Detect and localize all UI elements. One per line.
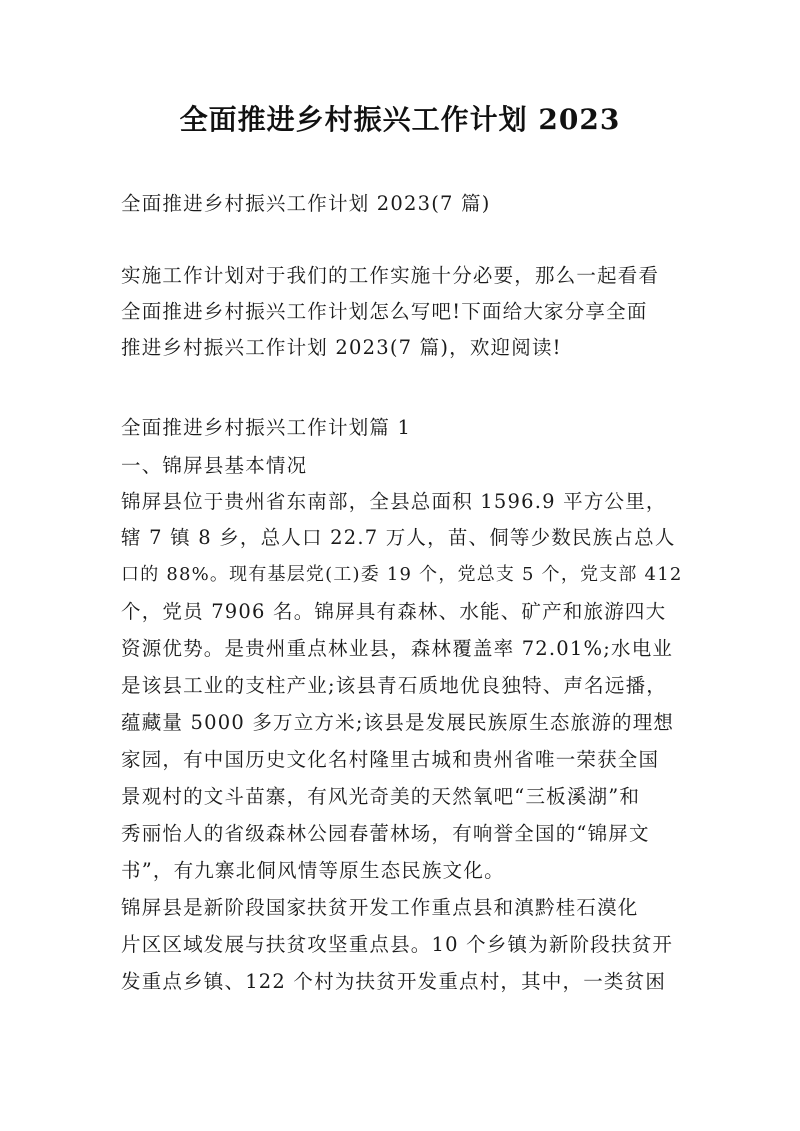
document-title: 全面推进乡村振兴工作计划 2023 (179, 103, 621, 136)
section-heading: 一、锦屏县基本情况 (121, 454, 308, 477)
body-line-6: 是该县工业的支柱产业;该县青石质地优良独特、声名远播， (121, 674, 667, 697)
document-subtitle: 全面推进乡村振兴工作计划 2023(7 篇) (121, 192, 491, 215)
intro-line-3: 推进乡村振兴工作计划 2023(7 篇)，欢迎阅读! (121, 336, 562, 359)
body-line-2: 辖 7 镇 8 乡，总人口 22.7 万人，苗、侗等少数民族占总人 (121, 526, 676, 549)
body-line-9: 景观村的文斗苗寨，有风光奇美的天然氧吧“三板溪湖”和 (121, 785, 641, 808)
body-line-11: 书”，有九寨北侗风情等原生态民族文化。 (121, 859, 505, 882)
body-line-12: 锦屏县是新阶段国家扶贫开发工作重点县和滇黔桂石漠化 (121, 896, 639, 919)
body-line-7: 蕴藏量 5000 多万立方米;该县是发展民族原生态旅游的理想 (121, 711, 675, 734)
body-line-1: 锦屏县位于贵州省东南部，全县总面积 1596.9 平方公里， (121, 490, 667, 513)
body-line-13: 片区区域发展与扶贫攻坚重点县。10 个乡镇为新阶段扶贫开 (121, 933, 674, 956)
body-line-10: 秀丽怡人的省级森林公园春蕾林场，有响誉全国的“锦屏文 (121, 822, 650, 845)
body-line-3: 口的 88%。现有基层党(工)委 19 个，党总支 5 个，党支部 412 (121, 564, 683, 585)
body-line-4: 个，党员 7906 名。锦屏具有森林、水能、矿产和旅游四大 (121, 600, 667, 623)
body-line-5: 资源优势。是贵州重点林业县，森林覆盖率 72.01%;水电业 (121, 637, 674, 660)
section-title: 全面推进乡村振兴工作计划篇 1 (121, 416, 412, 439)
body-line-14: 发重点乡镇、122 个村为扶贫开发重点村，其中，一类贫困 (121, 970, 667, 993)
intro-line-2: 全面推进乡村振兴工作计划怎么写吧!下面给大家分享全面 (121, 300, 648, 323)
body-line-8: 家园，有中国历史文化名村隆里古城和贵州省唯一荣获全国 (121, 748, 660, 771)
intro-line-1: 实施工作计划对于我们的工作实施十分必要，那么一起看看 (121, 264, 660, 287)
